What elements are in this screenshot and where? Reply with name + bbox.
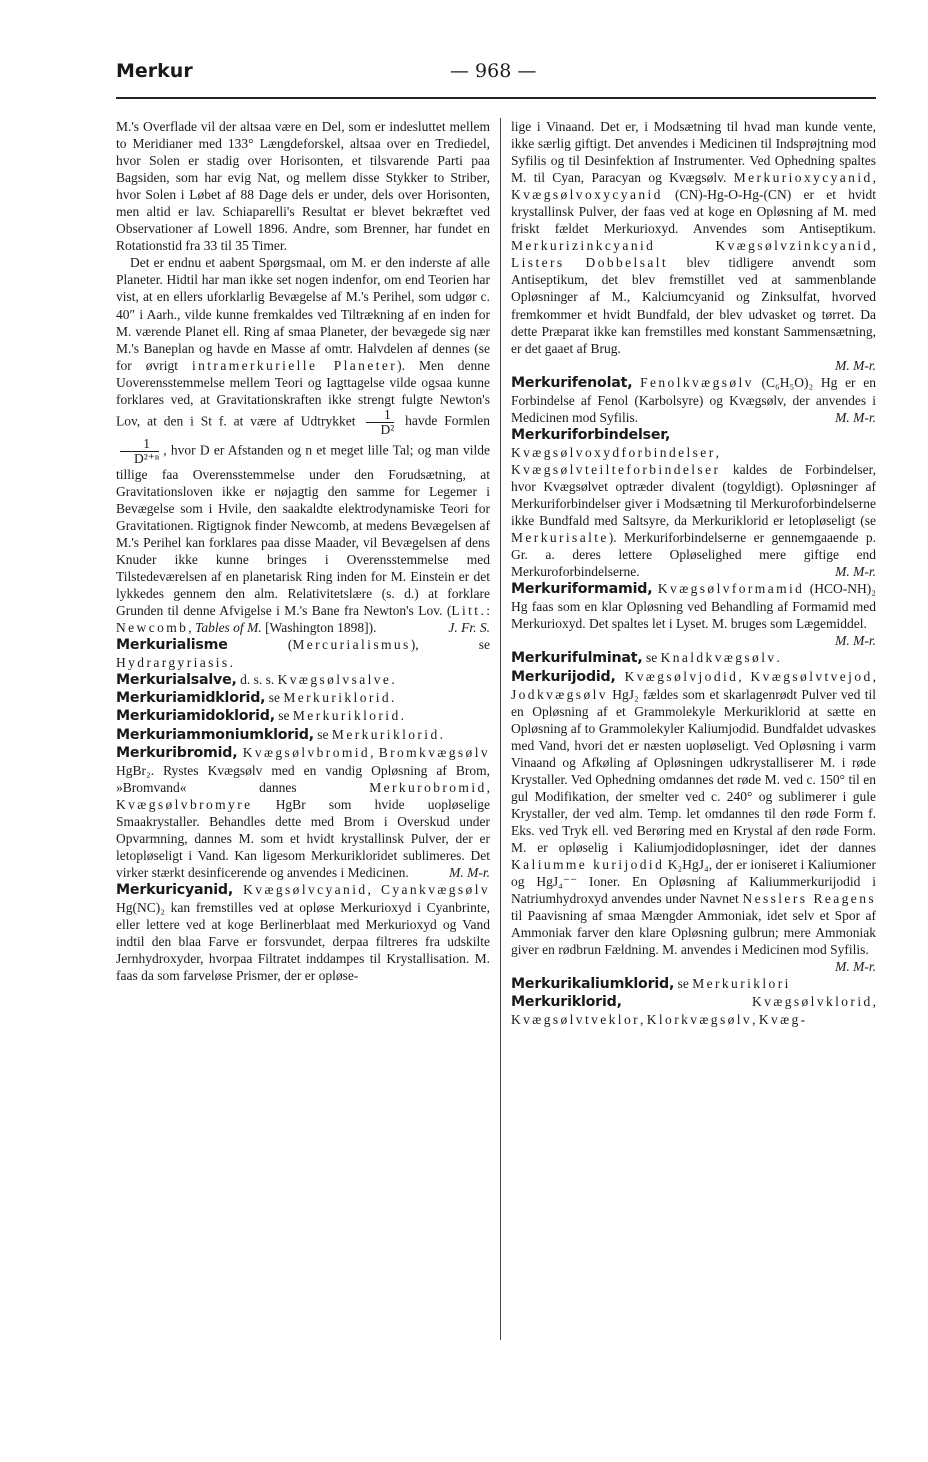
entry: Merkuriammoniumklorid, se Merkuriklorid. xyxy=(116,726,443,743)
author-signature: M. M-r. xyxy=(835,633,876,649)
entry: Merkuriklorid, Kvægsølvklorid, Kvægsølvtveklor, Klorkvægsølv, Kvæg- xyxy=(511,994,876,1028)
cross-reference: Merkuriklorid xyxy=(283,690,392,706)
entry: Merkurialsalve, d. s. s. Kvægsølvsalve. xyxy=(116,672,395,689)
headword: Merkuribromid, xyxy=(116,744,238,761)
author-signature: J. Fr. S. xyxy=(448,620,490,636)
author-signature: M. M-r. xyxy=(835,564,876,580)
headword: Merkurialisme xyxy=(116,637,228,654)
author-signature: M. M-r. xyxy=(835,357,876,373)
headword: Merkurijodid, xyxy=(511,668,616,685)
cross-reference: Kvægsølvsalve xyxy=(277,672,392,688)
headword: Merkurikaliumklorid, xyxy=(511,976,675,993)
page-header xyxy=(116,60,876,92)
spaced-term: intramerkurielle Planeter xyxy=(191,357,398,373)
entry: Merkuriformamid, Kvægsølvformamid (HCO-NH)₂ Hg faas som en klar Opløsning ved Behandling af Formamid med Merkurioxyd. Det spaltes let i Lyset. M. bruges som Lægemiddel. M. M-r. xyxy=(511,581,876,649)
headword: Merkuriammoniumklorid, xyxy=(116,726,314,743)
running-head-title: Merkur xyxy=(116,60,193,82)
entry: Merkuriforbindelser, Kvægsølvoxydforbindelser, Kvægsølvteilteforbindelser kaldes de Forbindelser, hvor Kvægsølvet optræder divalent (togyldigt). Opløsninger af Merkuriforbindelser giver i Modsætning til Merkuroforbindelserne ikke Bundfald med Saltsyre, da Merkuriklorid er letopløseligt (se Merkurisalte). Merkuriforbindelserne er gennemgaaende p. Gr. a. deres lettere Opløselighed mere giftige end Merkuroforbindelserne. M. M-r. xyxy=(511,426,876,580)
headword: Merkuriamidoklorid, xyxy=(116,708,275,725)
headword: Merkuriklorid, xyxy=(511,994,622,1011)
headword: Merkurifulminat, xyxy=(511,650,643,667)
entry: Merkuribromid, Kvægsølvbromid, Bromkvægsølv HgBr₂. Rystes Kvægsølv med en vandig Opløsning af Brom, »Bromvand« dannes Merkurobromid, Kvægsølvbromyre HgBr som hvide uopløselige Smaakrystaller. Behandles dette med Brom i Overskud under Opvarmning, dannes M. som et hvidt krystallinsk Pulver, der er letopløseligt i Vand. Kan ligesom Merkurikloridet sublimeres. Det virker stærkt desinficerende og anvendes i Medicinen. M. M-r. xyxy=(116,744,491,880)
entry: Merkurijodid, Kvægsølvjodid, Kvægsølvtvejod, Jodkvægsølv HgJ₂ fældes som et skarlagenrødt Pulver ved til en Opløsning af et Grammolekyle Merkuriklorid at sætte en Opløsning af to Grammolekyler Kaliumjodid. Bundfaldet udvaskes med Vand, hvori det er næsten uopløseligt. Ved Opløsning i varm Vinaand og Afkøling af Opløsningen udkrystalliserer M. i røde Krystaller. Ved Ophedning omdannes det røde M. ved c. 150° til en gul Modifikation, der smelter ved c. 240° og sublimerer i gule Krystaller, der ved alm. Temp. let omdannes til den røde Form f. Eks. ved Tryk ell. ved Berøring med en Krystal af den røde Form. M. er opløselig i Kaliumjodidopløsninger, idet der dannes Kaliumme kurijodid K₂HgJ₄, der er ioniseret i Kaliumioner og HgJ₄⁻⁻ Ioner. En Opløsning af Kaliummerkurijodid i Natriumhydroxyd anvendes under Navnet Nesslers Reagens til Paavisning af smaa Mængder Ammoniak, idet selv et Spor af Ammoniak farver den klare Opløsning gulbrun; mere Ammoniak giver en rødbrun Fældning. M. anvendes i Medicinen mod Syfilis. M. M-r. xyxy=(511,668,877,975)
headword: Merkuriforbindelser, xyxy=(511,426,671,443)
entry: Merkuriamidklorid, se Merkuriklorid. xyxy=(116,690,395,707)
entry: Merkurifulminat, se Knaldkvægsølv. xyxy=(511,650,780,667)
fraction: $\frac{1}{\text{D²}}$ xyxy=(366,408,394,437)
headword: Merkuriamidklorid, xyxy=(116,690,266,707)
column-divider xyxy=(500,118,501,1340)
page-number: — 968 — xyxy=(450,60,537,82)
left-column xyxy=(116,118,490,984)
headword: Merkuricyanid, xyxy=(116,881,234,898)
fraction: $\frac{1}{\text{D²⁺ⁿ}}$ xyxy=(120,437,159,466)
paragraph: Det er endnu et aabent Spørgsmaal, om M. er den inderste af alle Planeter. Hidtil har man ikke set nogen indenfor, om end Teorien har vist, at en ellers uforklarlig Bevægelse af M.'s Perihel, som udgør c. 40″ i Aarh., vilde kunne fremkaldes ved Tiltrækning af en inden for M. værende Planet ell. Ring af smaa Planeter, der bevægede sig nær M.'s Baneplan og havde en Masse af omtr. Halvdelen af dennes (se for øvrigt intramerkurielle Planeter). Men denne Uoverensstemmelse mellem Teori og Iagttagelse vilde ogsaa kunne forklares ved, at Gravitationskraften ikke strengt fulgte Newton's Lov, at den i St f. at være af Udtrykket $\frac{1}{\text{D²}}$ havde Formlen $\frac{1}{\text{D²⁺ⁿ}}$ , hvor D er Afstanden og n et meget lille Tal; og man vilde tillige faa Overensstemmelse under den Forudsætning, at Gravitationsloven ikke er nøjagtig den samme for Legemer i Bevægelse som i Hvile, den saakaldte elektrodynamiske Teori for Gravitationen. Rigtignok finder Newcomb, at medens Bevægelsen af M.'s Perihel kan forklares paa disse Maader, vil Bevægelsen af dens Knuder ikke kunne bringes i Overensstemmelse med Tilstedeværelsen af en planetarisk Ring inden for M. Einstein er det lykkedes gennem den alm. Relativitetslære (s. d.) at forklare Grunden til denne Afvigelse i M.'s Bane fra Newton's Lov. (Litt.: Newcomb, Tables of M. [Washington 1898]). J. Fr. S. xyxy=(116,255,491,636)
formula-line: $\frac{1}{\text{D²}}$ havde Formlen $\frac{1}{\text{D²⁺ⁿ}}$ xyxy=(116,413,490,457)
cross-reference: Merkuriklorid xyxy=(292,708,401,724)
headword: Merkurialsalve, xyxy=(116,672,237,689)
cross-reference: Merkuriklorid xyxy=(331,726,440,742)
headword: Merkurifenolat, xyxy=(511,374,633,391)
entry: Merkurikaliumklorid, se Merkuriklori xyxy=(511,976,791,993)
entry: Merkuriamidoklorid, se Merkuriklorid. xyxy=(116,708,404,725)
author-signature: M. M-r. xyxy=(449,864,490,880)
header-rule xyxy=(116,97,876,99)
author-signature: M. M-r. xyxy=(835,409,876,425)
right-column xyxy=(511,118,876,1028)
cross-reference: Hydrargyriasis xyxy=(116,655,230,671)
headword: Merkuriformamid, xyxy=(511,581,653,598)
author-signature: M. M-r. xyxy=(835,959,876,975)
cross-reference: Knaldkvægsølv xyxy=(660,650,777,666)
entry: Merkurifenolat, Fenolkvægsølv (C₆H₅O)₂ Hg er en Forbindelse af Fenol (Karbolsyre) og Kvægsølv, der anvendes i Medicinen mod Syfilis. M. M-r. xyxy=(511,374,877,425)
entry-continuation: lige i Vinaand. Det er, i Modsætning til hvad man kunde vente, ikke særlig giftigt. Det anvendes i Medicinen til Indsprøjtning mod Syfilis og til Desinfektion af Instrumenter. Ved Ophedning spaltes M. til Cyan, Paracyan og Kvægsølv. Merkurioxycyanid, Kvægsølvoxycyanid (CN)-Hg-O-Hg-(CN) er et hvidt krystallinsk Pulver, der faas ved at koge en Opløsning af M. med friskt fældet Merkurioxyd. Anvendes som Antiseptikum. Merkurizinkcyanid Kvægsølvzinkcyanid, Listers Dobbelsalt blev tidligere anvendt som Antiseptikum, det blev fremstillet ved at sammenblande Opløsninger af M., Kalciumcyanid og Zinksulfat, hvorved fremkommer et hvidt Bundfald, der blev udvasket og tørret. Da dette Præparat ikke kan fremstilles med konstant Sammensætning, er det gaaet af Brug. M. M-r. xyxy=(511,119,877,373)
cross-reference: Merkuriklori xyxy=(692,976,791,992)
paragraph: M.'s Overflade vil der altsaa være en Del, som er indesluttet mellem to Meridianer med 133° Længdeforskel, altsaa over en Trediedel, hvor Solen er stadig over Horisonten, et tilsvarende Parti paa Bagsiden, som har evig Nat, og mellem disse Stykker to Striber, hvor Solen i Løbet af 88 Dage dels er under, dels over Horisonten, men altid er lav. Schiaparelli's Resultat er blevet bekræftet ved Observationer af Lowell 1896. Andre, som Brenner, har fundet en Rotationstid fra 33 til 35 Timer. xyxy=(116,119,490,254)
entry: Merkuricyanid, Kvægsølvcyanid, Cyankvægsølv Hg(NC)₂ kan fremstilles ved at opløse Merkurioxyd i Cyanbrinte, eller lettere ved at koge Berlinerblaat med Merkurioxyd og Vand indtil den blaa Farve er forsvundet, derpaa filtreres fra udskilte Jernhydroxyder, hvorpaa Filtratet inddampes til Krystallisation. M. faas da som farveløse Prismer, der er opløse- xyxy=(116,881,491,984)
entry: Merkurialisme (Mercurialismus), se Hydrargyriasis. xyxy=(116,637,490,671)
